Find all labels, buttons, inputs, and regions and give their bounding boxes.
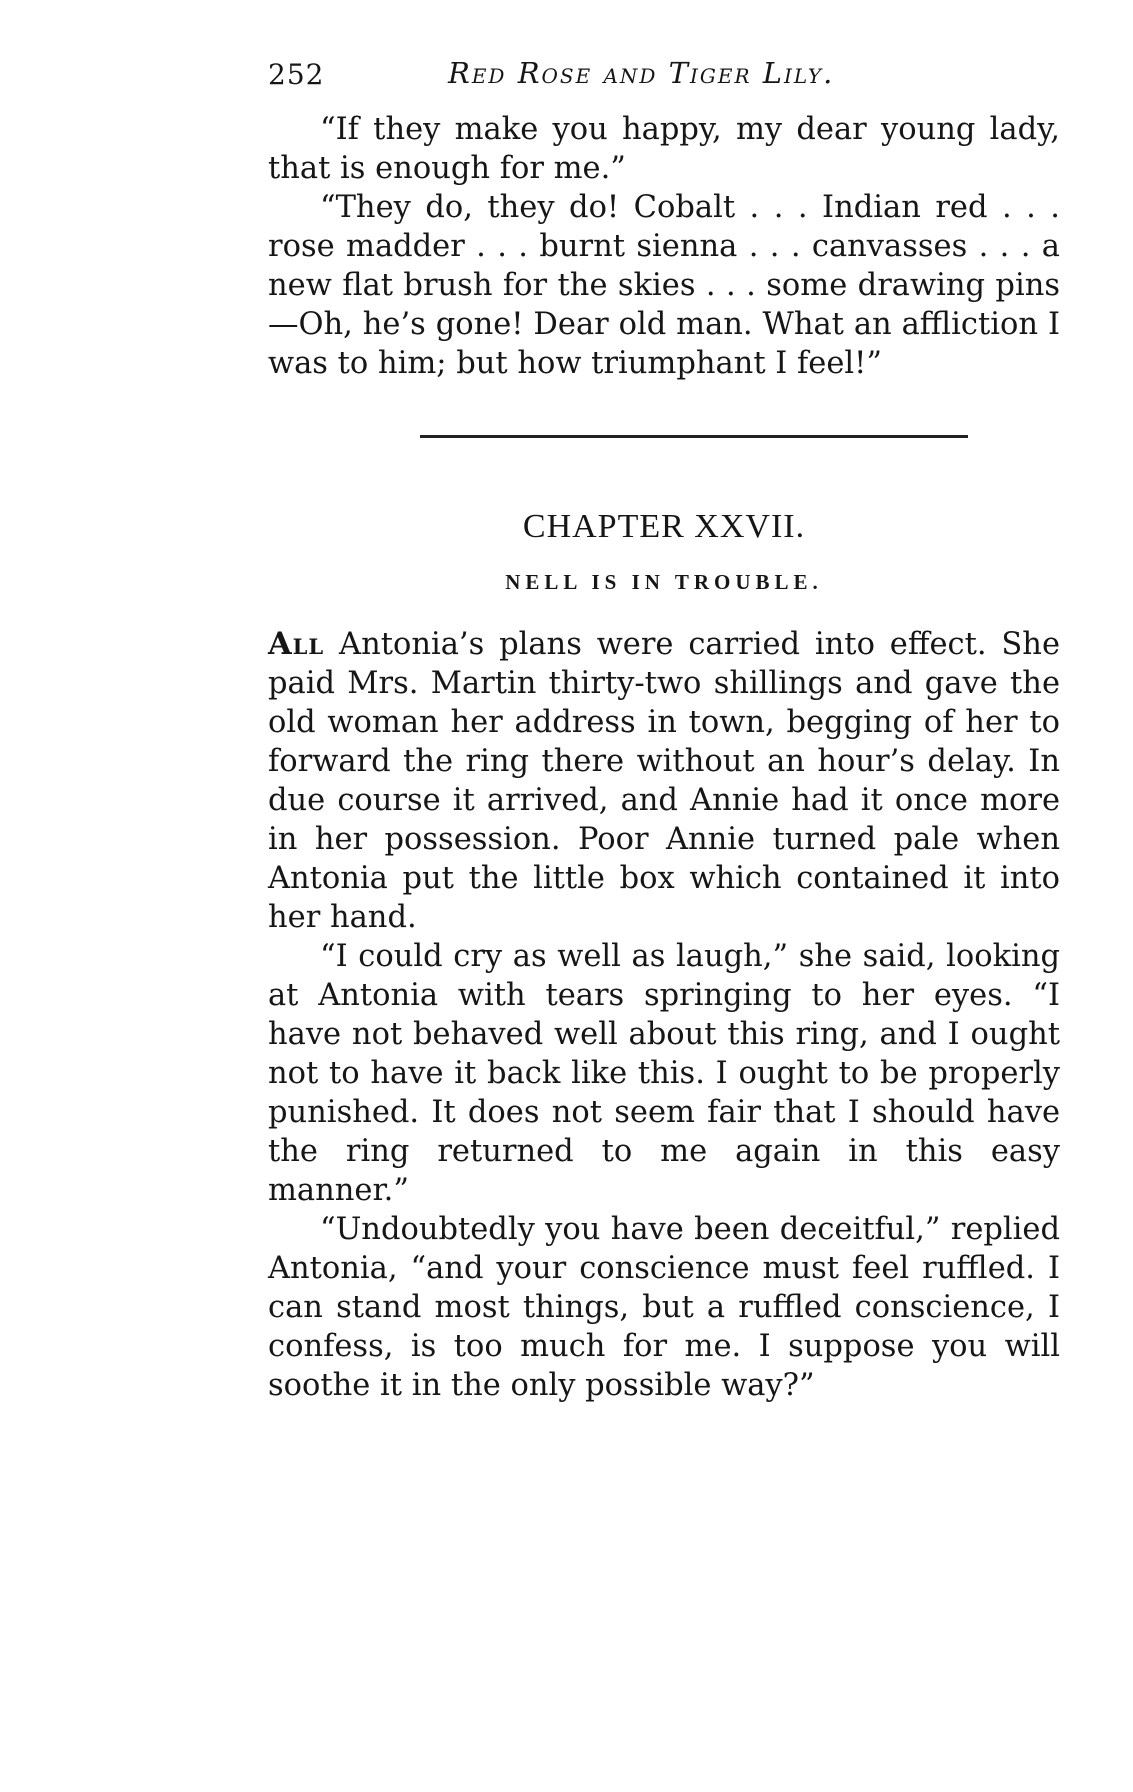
section-divider <box>420 435 968 438</box>
paragraph: “They do, they do! Cobalt . . . Indian red . . . rose madder . . . burnt sienna . . . canvasses . . . a new flat brush for the skies . . . some drawing pins —Oh, he’s gone! Dear old man. What an affliction I was to him; but how triumphant I feel!” <box>268 190 1060 381</box>
paragraph-text: Antonia’s plans were carried into effect. She paid Mrs. Martin thirty-two shillings and gave the old woman her address in town, begging of her to forward the ring there without an hour’s delay. In due course it arrived, and Annie had it once more in her possession. Poor Annie turned pale when Antonia put the little box which contained it into her hand. <box>268 627 1060 935</box>
paragraph: “Undoubtedly you have been deceitful,” replied Antonia, “and your conscience must feel ruffled. I can stand most things, but a ruffled conscience, I confess, is too much for me. I suppose you will soothe it in the only possible way?” <box>268 1212 1060 1403</box>
opening-word: All <box>268 626 325 662</box>
paragraph: “If they make you happy, my dear young lady, that is enough for me.” <box>268 112 1060 186</box>
chapter-text <box>268 625 1060 1405</box>
book-page <box>268 52 1060 1405</box>
paragraph: “I could cry as well as laugh,” she said, looking at Antonia with tears springing to her eyes. “I have not behaved well about this ring, and I ought not to have it back like this. I ought to be properly punished. It does not seem fair that I should have the ring returned to me again in this easy manner.” <box>268 939 1060 1208</box>
running-title: Red Rose and Tiger Lily. <box>448 56 835 90</box>
paragraph <box>268 625 1060 937</box>
page-number: 252 <box>268 58 325 91</box>
opening-text <box>268 110 1060 383</box>
running-head <box>268 52 1060 92</box>
chapter-heading: CHAPTER XXVII. <box>522 508 806 545</box>
chapter-subtitle: NELL IS IN TROUBLE. <box>505 570 823 594</box>
